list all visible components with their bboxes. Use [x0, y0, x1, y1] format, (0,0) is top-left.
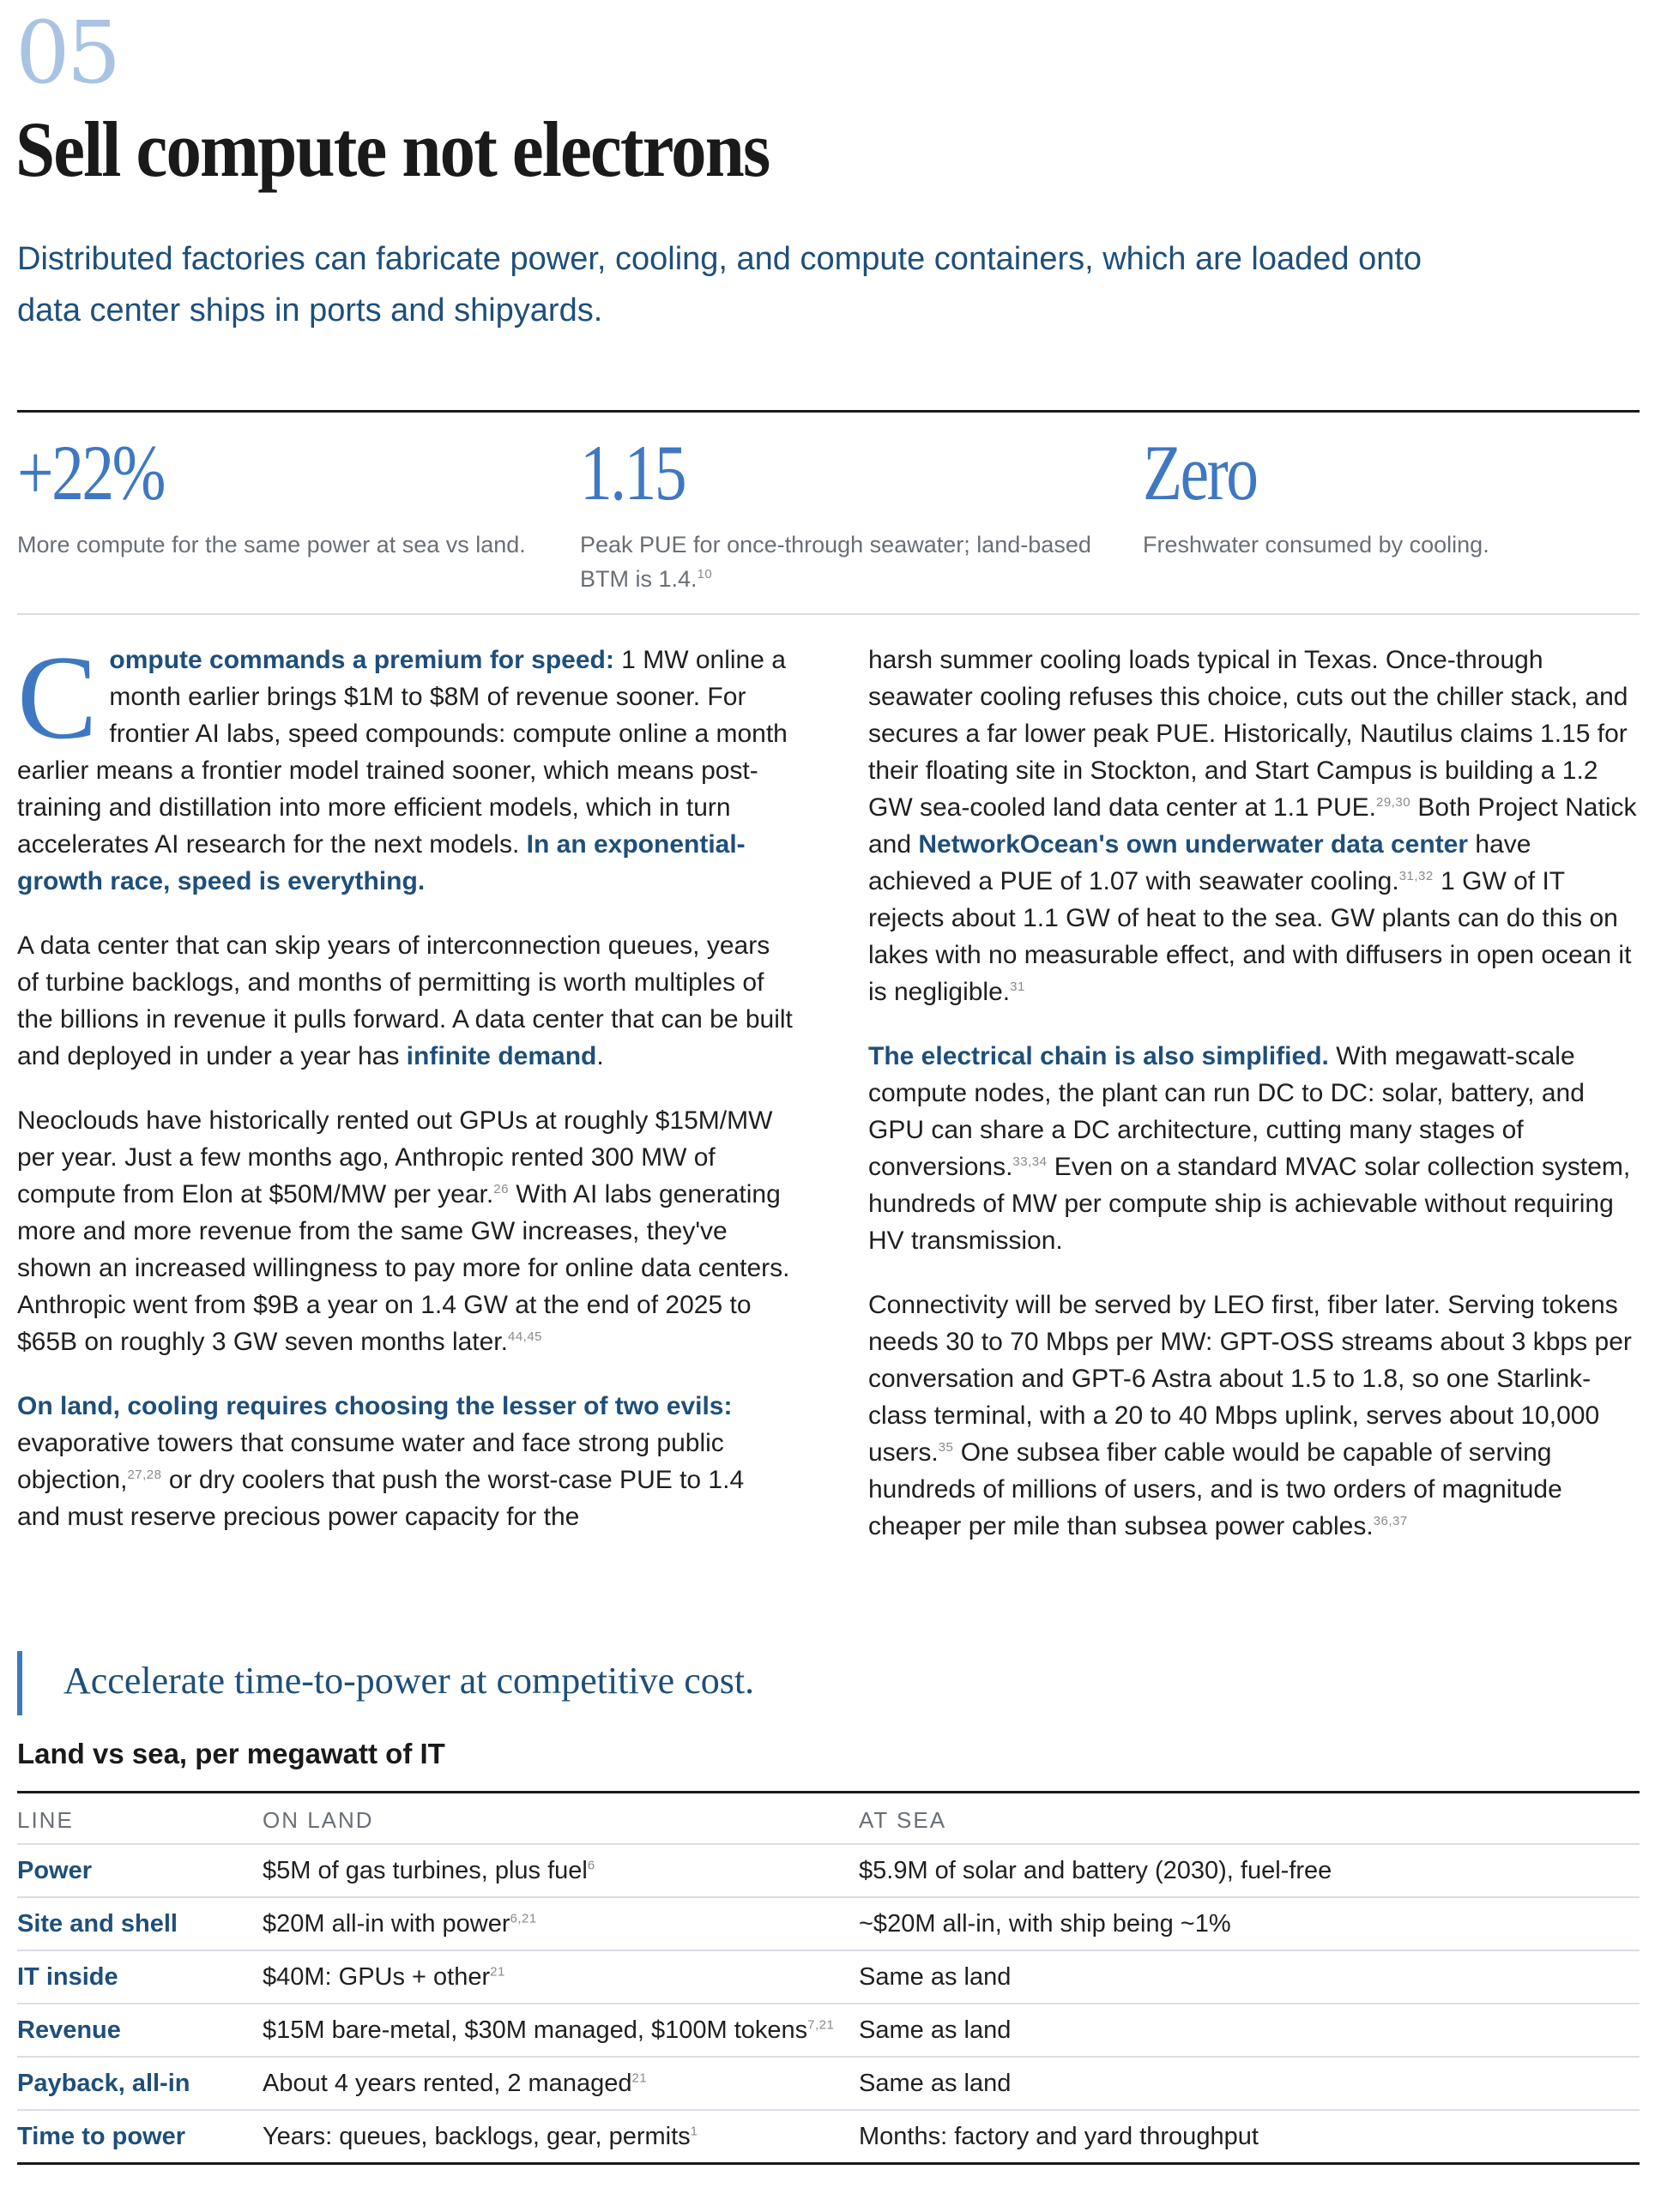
footnote-ref[interactable]: 44,45: [507, 1329, 543, 1344]
footnote-ref[interactable]: 31: [1010, 979, 1025, 994]
table-row: [17, 2110, 1640, 2164]
stat-pue: [580, 429, 1095, 596]
table-title: Land vs sea, per megawatt of IT: [17, 1738, 445, 1769]
land-cell: $20M all-in with power$^{6,21}$: [263, 1897, 859, 1950]
sea-cell: $5.9M of solar and battery (2030), fuel-free: [859, 1844, 1640, 1897]
stats-top-divider: [17, 410, 1640, 413]
lead-phrase: The electrical chain is also simplified.: [868, 1042, 1329, 1070]
column-header: LINE: [17, 1793, 263, 1844]
footnote-ref[interactable]: 36,37: [1373, 1514, 1408, 1528]
land-cell: $15M bare-metal, $30M managed, $100M tokens$^{7,21}$: [263, 2004, 859, 2057]
row-label: IT inside: [17, 1950, 263, 2004]
pull-quote: Accelerate time-to-power at competitive cost.: [17, 1651, 754, 1715]
table-header-row: [17, 1793, 1640, 1844]
stat-description: More compute for the same power at sea vs land.: [17, 532, 526, 558]
paragraph-neoclouds: Neoclouds have historically rented out GPUs at roughly $15M/MW per year. Just a few months ago, Anthropic rented 300 MW of compute from Elon at $50M/MW per year.$^{26}$ With AI labs generating more and more revenue from the same GW increases, they've shown an increased willingness to pay more for online data centers. Anthropic went from $9B a year on 1.4 GW at the end of 2025 to $65B on roughly 3 GW seven months later.$^{44,45}$: [17, 1106, 790, 1356]
paragraph-electrical: The electrical chain is also simplified. With megawatt-scale compute nodes, the plant can run DC to DC: solar, battery, and GPU can share a DC architecture, cutting many stages of conversions.$^{33,34}$ Even on a standard MVAC solar collection system, hundreds of MW per compute ship is achievable without requiring HV transmission.: [868, 1042, 1631, 1255]
drop-cap: C: [17, 631, 98, 764]
paragraph-connectivity: Connectivity will be served by LEO first, fiber later. Serving tokens needs 30 to 70 Mbps per MW: GPT-OSS streams about 3 kbps per conversation and GPT-6 Astra about 1.5 to 1.8, so one Starlink-class terminal, with a 20 to 40 Mbps uplink, serves about 10,000 users.$^{35}$ One subsea fiber cable would be capable of serving hundreds of millions of users, and is two orders of magnitude cheaper per mile than subsea power cables.$^{36,37}$: [868, 1291, 1632, 1540]
stat-description: Freshwater consumed by cooling.: [1143, 532, 1489, 558]
table-row: [17, 1844, 1640, 1897]
sea-cell: Same as land: [859, 2004, 1640, 2057]
stat-value: Zero: [1143, 429, 1257, 516]
land-cell: $5M of gas turbines, plus fuel$^6$: [263, 1844, 859, 1897]
row-label: Time to power: [17, 2110, 263, 2164]
sea-cell: Same as land: [859, 1950, 1640, 2004]
footnote-ref[interactable]: 21: [631, 2070, 648, 2085]
footnote-ref[interactable]: 7,21: [807, 2016, 835, 2032]
row-label: Site and shell: [17, 1897, 263, 1950]
lead-phrase: ompute commands a premium for speed:: [109, 646, 614, 674]
row-label: Payback, all-in: [17, 2057, 263, 2110]
table-row: [17, 1950, 1640, 2004]
column-header: ON LAND: [263, 1793, 859, 1844]
table-row: [17, 2004, 1640, 2057]
table-row: [17, 1897, 1640, 1950]
footnote-ref[interactable]: 27,28: [127, 1468, 162, 1482]
paragraph-cooling-start: On land, cooling requires choosing the lesser of two evils: evaporative towers that consume water and face strong public objection,$^{27,28}$ or dry coolers that push the worst-case PUE to 1.4 and must reserve precious power capacity for the: [17, 1392, 745, 1531]
table-row: [17, 2057, 1640, 2110]
body-column-right: [868, 642, 1640, 1572]
page-title: Sell compute not electrons: [15, 105, 770, 193]
sea-cell: ~$20M all-in, with ship being ~1%: [859, 1897, 1640, 1950]
land-cell: $40M: GPUs + other$^{21}$: [263, 1950, 859, 2004]
footnote-ref[interactable]: 31,32: [1398, 869, 1434, 883]
sea-cell: Same as land: [859, 2057, 1640, 2110]
section-number: 05: [15, 3, 118, 103]
paragraph-speed: Compute commands a premium for speed: 1 MW online a month earlier brings $1M to $8M of revenue sooner. For frontier AI labs, speed compounds: compute online a month earlier means a frontier model trained sooner, which means post-training and distillation into more efficient models, which in turn accelerates AI research for the next models. In an exponential-growth race, speed is everything.: [17, 631, 788, 895]
column-header: AT SEA: [859, 1793, 1640, 1844]
emphasis: infinite demand: [406, 1042, 597, 1070]
stat-freshwater: [1143, 429, 1658, 562]
footnote-ref[interactable]: 33,34: [1012, 1154, 1048, 1169]
footnote-ref[interactable]: 35: [938, 1440, 954, 1455]
networkocean-link[interactable]: NetworkOcean's own underwater data center: [918, 830, 1469, 859]
emphasis: In an exponential-growth race, speed is everything.: [17, 830, 746, 895]
footnote-ref[interactable]: 1: [690, 2123, 698, 2138]
sea-cell: Months: factory and yard throughput: [859, 2110, 1640, 2164]
lead-phrase: On land, cooling requires choosing the lesser of two evils:: [17, 1392, 733, 1420]
land-cell: Years: queues, backlogs, gear, permits$^1$: [263, 2110, 859, 2164]
footnote-ref[interactable]: 21: [490, 1963, 505, 1979]
stat-value: +22%: [17, 429, 164, 516]
row-label: Revenue: [17, 2004, 263, 2057]
land-cell: About 4 years rented, 2 managed$^{21}$: [263, 2057, 859, 2110]
footnote-ref[interactable]: 29,30: [1376, 795, 1411, 810]
footnote-ref[interactable]: 26: [493, 1182, 509, 1196]
stats-bottom-divider: [17, 613, 1640, 615]
footnote-ref[interactable]: 6,21: [510, 1910, 537, 1926]
footnote-ref[interactable]: 6: [587, 1857, 595, 1872]
paragraph-demand: A data center that can skip years of interconnection queues, years of turbine backlogs, and months of permitting is worth multiples of the billions in revenue it pulls forward. A data center that can be built and deployed in under a year has infinite demand.: [17, 931, 793, 1070]
row-label: Power: [17, 1844, 263, 1897]
stat-value: 1.15: [580, 429, 686, 516]
land-vs-sea-table: [17, 1791, 1640, 2165]
stat-description: Peak PUE for once-through seawater; land-based BTM is 1.4.10: [580, 532, 1091, 592]
paragraph-cooling-cont: harsh summer cooling loads typical in Texas. Once-through seawater cooling refuses this choice, cuts out the chiller stack, and secures a far lower peak PUE. Historically, Nautilus claims 1.15 for their floating site in Stockton, and Start Campus is building a 1.2 GW sea-cooled land data center at 1.1 PUE.$^{29,30}$ Both Project Natick and NetworkOcean's own underwater data center have achieved a PUE of 1.07 with seawater cooling.$^{31,32}$ 1 GW of IT rejects about 1.1 GW of heat to the sea. GW plants can do this on lakes with no measurable effect, and with diffusers in open ocean it is negligible.$^{31}$: [868, 646, 1637, 1006]
footnote-ref[interactable]: 10: [697, 567, 713, 582]
stat-compute: [17, 429, 532, 562]
subtitle: Distributed factories can fabricate power, cooling, and compute containers, which are loaded onto data center ships in ports and shipyards.: [17, 241, 1422, 328]
body-column-left: [17, 631, 794, 1535]
